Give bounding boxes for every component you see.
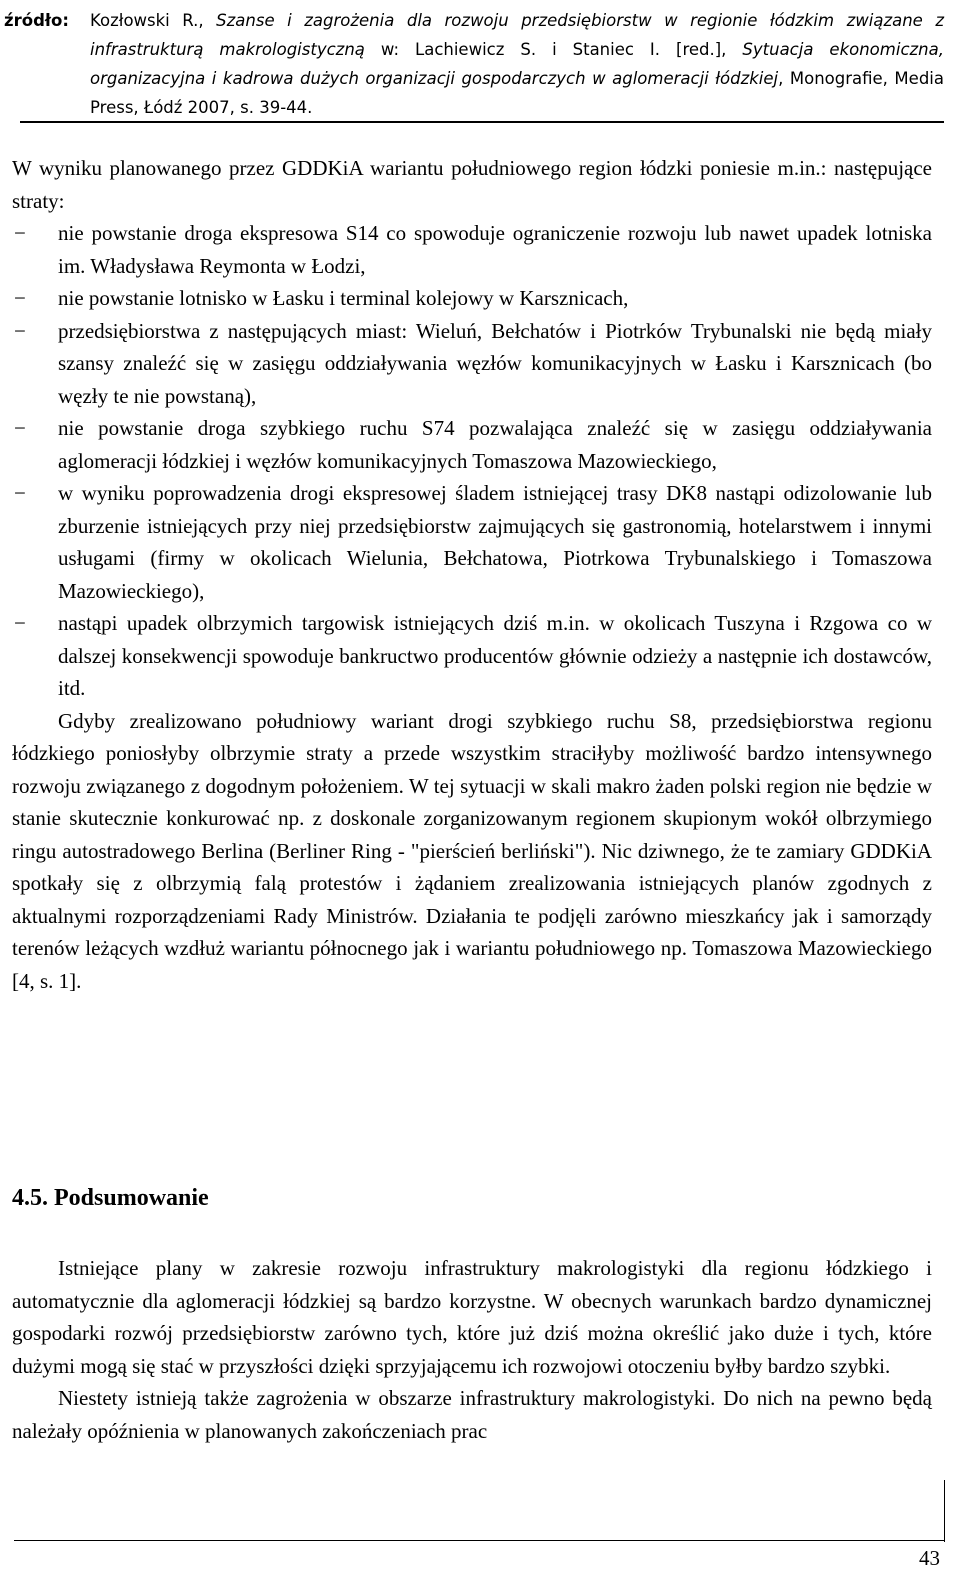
dash-bullet: − [14, 416, 26, 440]
source-book-title: Sytuacja ekonomiczna, organizacyjna i kadrowa dużych organizacji gospodarczych w aglomeracji łódzkiej [90, 40, 944, 88]
closing-paragraph: Gdyby zrealizowano południowy wariant drogi szybkiego ruchu S8, przedsiębiorstwa regionu łódzkiego poniosłyby olbrzymie straty a przede wszystkim straciłyby możliwość bardzo intensywnego rozwoju związanego z dogodnym położeniem. W tej sytuacji w skali makro żaden polski region nie będzie w stanie skutecznie konkurować np. z doskonale zorganizowanym regionem skupionym wokół olbrzymiego ringu autostradowego Berlina (Berliner Ring - "pierścień berliński"). Nic dziwnego, że te zamiary GDDKiA spotkały się z olbrzymią falą protestów i żądaniem zrealizowania istniejących planów zgodnych z aktualnymi rozporządzeniami Rady Ministrów. Działania te podjęli zarówno mieszkańcy jak i samorządy terenów leżących wzdłuż wariantu północnego jak i wariantu południowego np. Tomaszowa Mazowieckiego [4, s. 1]. [12, 708, 932, 993]
list-item-text: nastąpi upadek olbrzymich targowisk istniejących dziś m.in. w okolicach Tuszyna i Rzgowa co w dalszej konsekwencji spowoduje bankructwo producentów głównie odzieży a następnie ich dostawców, itd. [58, 611, 932, 700]
source-editors: w: Lachiewicz S. i Staniec I. [red.], [364, 40, 743, 59]
page-number-border [944, 1480, 945, 1542]
summary-paragraph: Istniejące plany w zakresie rozwoju infrastruktury makrologistyki dla regionu łódzkiego i automatycznie dla aglomeracji łódzkiej są bardzo korzystne. W obecnych warunkach bardzo dynamicznej gospodarki rozwój przedsiębiorstw zarówno tych, które już dziś można określić jako duże i tych, które dużymi mogą się stać w przyszłości dzięki sprzyjającemu ich rozwojowi otoczeniu byłby bardzo szybki. [12, 1256, 932, 1378]
source-publisher: , Monografie, Media Press, Łódź 2007, s. 39-44. [90, 69, 944, 117]
main-text [12, 152, 932, 997]
dash-bullet: − [14, 318, 26, 343]
source-author: Kozłowski R., [90, 11, 217, 30]
list-item-text: w wyniku poprowadzenia drogi ekspresowej śladem istniejącej trasy DK8 nastąpi odizolowanie lub zburzenie istniejących przy niej przedsiębiorstw zajmujących się gastronomią, hotelarstwem i innymi usługami (firmy w okolicach Wielunia, Bełchatowa, Piotrkowa Trybunalskiego i Tomaszowa Mazowieckiego), [58, 481, 932, 603]
list-item [12, 607, 932, 705]
summary-paragraph: Niestety istnieją także zagrożenia w obszarze infrastruktury makrologistyki. Do nich na pewno będą należały opóźnienia w planowanych zakończeniach prac [12, 1386, 932, 1443]
dash-bullet: − [14, 611, 26, 635]
source-divider [20, 121, 944, 123]
page-number: 43 [919, 1546, 940, 1570]
source-text [90, 6, 944, 122]
list-item [12, 412, 932, 477]
dash-bullet: − [14, 286, 26, 310]
summary-text [12, 1252, 932, 1447]
list-item-text: nie powstanie droga ekspresowa S14 co spowoduje ograniczenie rozwoju lub nawet upadek lotniska im. Władysława Reymonta w Łodzi, [58, 221, 932, 278]
list-item [12, 217, 932, 282]
source-article-title: Szanse i zagrożenia dla rozwoju przedsiębiorstw w regionie łódzkim związane z infrastrukturą makrologistyczną [90, 11, 945, 59]
list-item-text: nie powstanie droga szybkiego ruchu S74 pozwalająca znaleźć się w zasięgu oddziaływania aglomeracji łódzkiej i węzłów komunikacyjnych Tomaszowa Mazowieckiego, [58, 416, 932, 473]
source-citation [4, 6, 944, 122]
list-item [12, 282, 932, 315]
list-item [12, 477, 932, 607]
section-heading: 4.5. Podsumowanie [12, 1185, 209, 1211]
dash-bullet: − [14, 221, 26, 245]
list-item-text: przedsiębiorstwa z następujących miast: Wieluń, Bełchatów i Piotrków Trybunalski nie będą miały szansy znaleźć się w zasięgu oddziaływania węzłów komunikacyjnych w Łasku i Karsznicach (bo węzły te nie powstaną), [58, 318, 932, 408]
intro-paragraph: W wyniku planowanego przez GDDKiA wariantu południowego region łódzki poniesie m.in.: następujące straty: [12, 156, 932, 213]
list-item-text: nie powstanie lotnisko w Łasku i terminal kolejowy w Karsznicach, [58, 286, 629, 310]
list-item [12, 315, 932, 413]
dash-bullet: − [14, 481, 26, 505]
source-label: źródło: [4, 11, 69, 30]
page-footer-rule [14, 1540, 944, 1541]
